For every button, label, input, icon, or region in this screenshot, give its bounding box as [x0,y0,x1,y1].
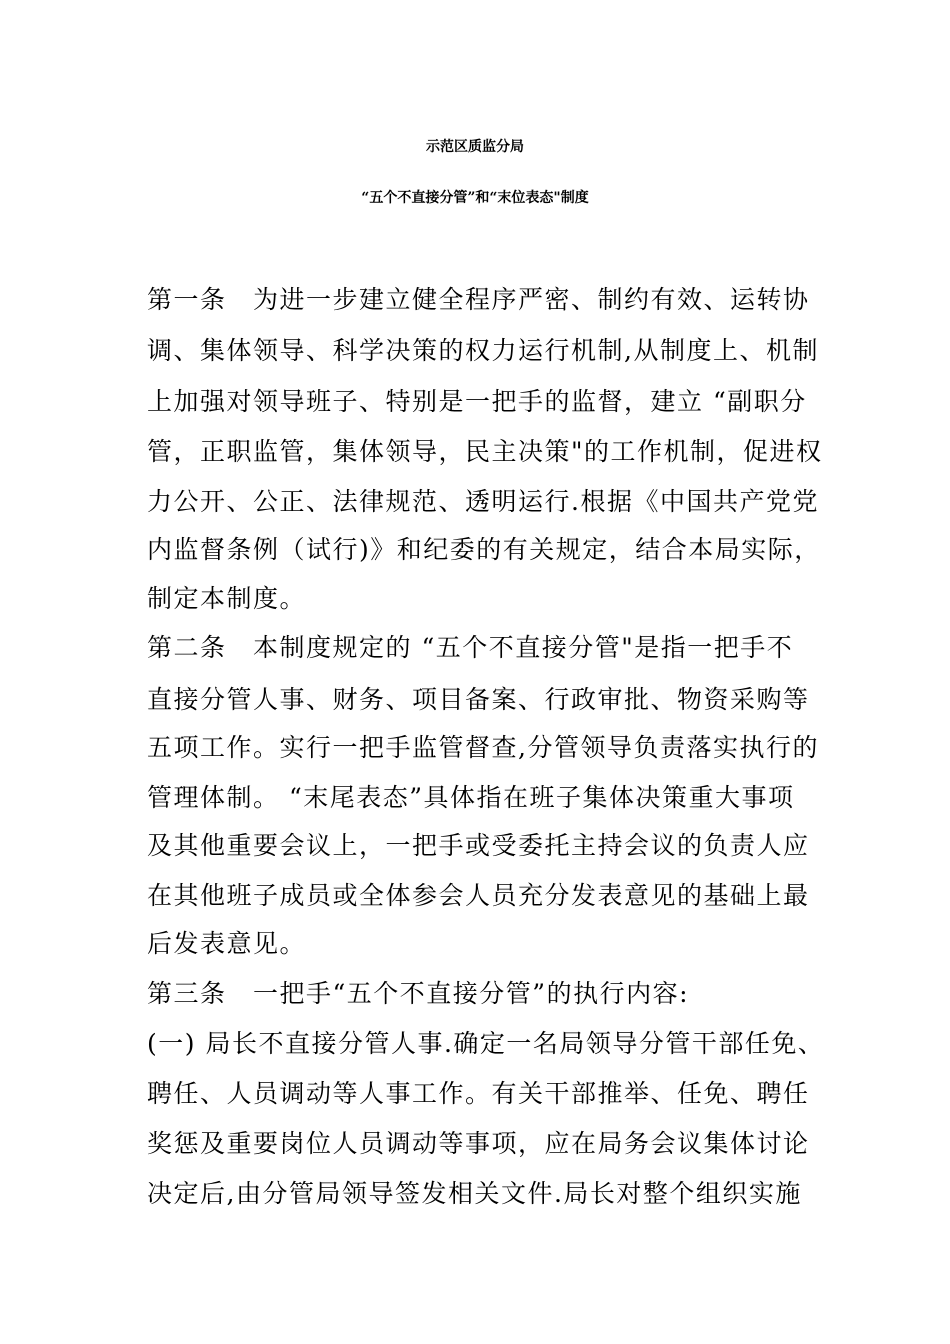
body-line: 调、集体领导、科学决策的权力运行机制,从制度上、机制 [147,336,819,365]
body-line: 制定本制度。 [147,584,307,613]
document-subtitle: “五个不直接分管”和“末位表态"制度 [361,190,589,206]
body-line: 奖惩及重要岗位人员调动等事项，应在局务会议集体讨论 [147,1129,810,1158]
body-line: 第二条 本制度规定的 “五个不直接分管"是指一把手不 [147,633,794,662]
body-line: 内监督条例（试行)》和纪委的有关规定，结合本局实际， [147,535,821,564]
body-line: 管，正职监管，集体领导，民主决策"的工作机制，促进权 [147,437,823,466]
body-line: 决定后,由分管局领导签发相关文件.局长对整个组织实施 [147,1179,802,1208]
document-title: 示范区质监分局 [426,139,524,155]
body-line: 管理体制。 “末尾表态”具体指在班子集体决策重大事项 [147,783,795,812]
body-line: 及其他重要会议上，一把手或受委托主持会议的负责人应 [147,831,810,860]
body-line: 后发表意见。 [147,929,307,958]
body-line: 第三条 一把手“五个不直接分管”的执行内容: [147,979,689,1008]
body-line: 力公开、公正、法律规范、透明运行.根据《中国共产党党 [147,487,819,516]
body-line: 五项工作。实行一把手监管督查,分管领导负责落实执行的 [147,733,819,762]
body-line: 第一条 为进一步建立健全程序严密、制约有效、运转协 [147,285,810,314]
body-line: 在其他班子成员或全体参会人员充分发表意见的基础上最 [147,881,810,910]
body-line: 聘任、人员调动等人事工作。有关干部推举、任免、聘任 [147,1079,810,1108]
body-line: (一) 局长不直接分管人事.确定一名局领导分管干部任免、 [147,1029,825,1058]
body-line: 上加强对领导班子、特别是一把手的监督，建立 “副职分 [147,387,807,416]
body-line: 直接分管人事、财务、项目备案、行政审批、物资采购等 [147,685,810,714]
